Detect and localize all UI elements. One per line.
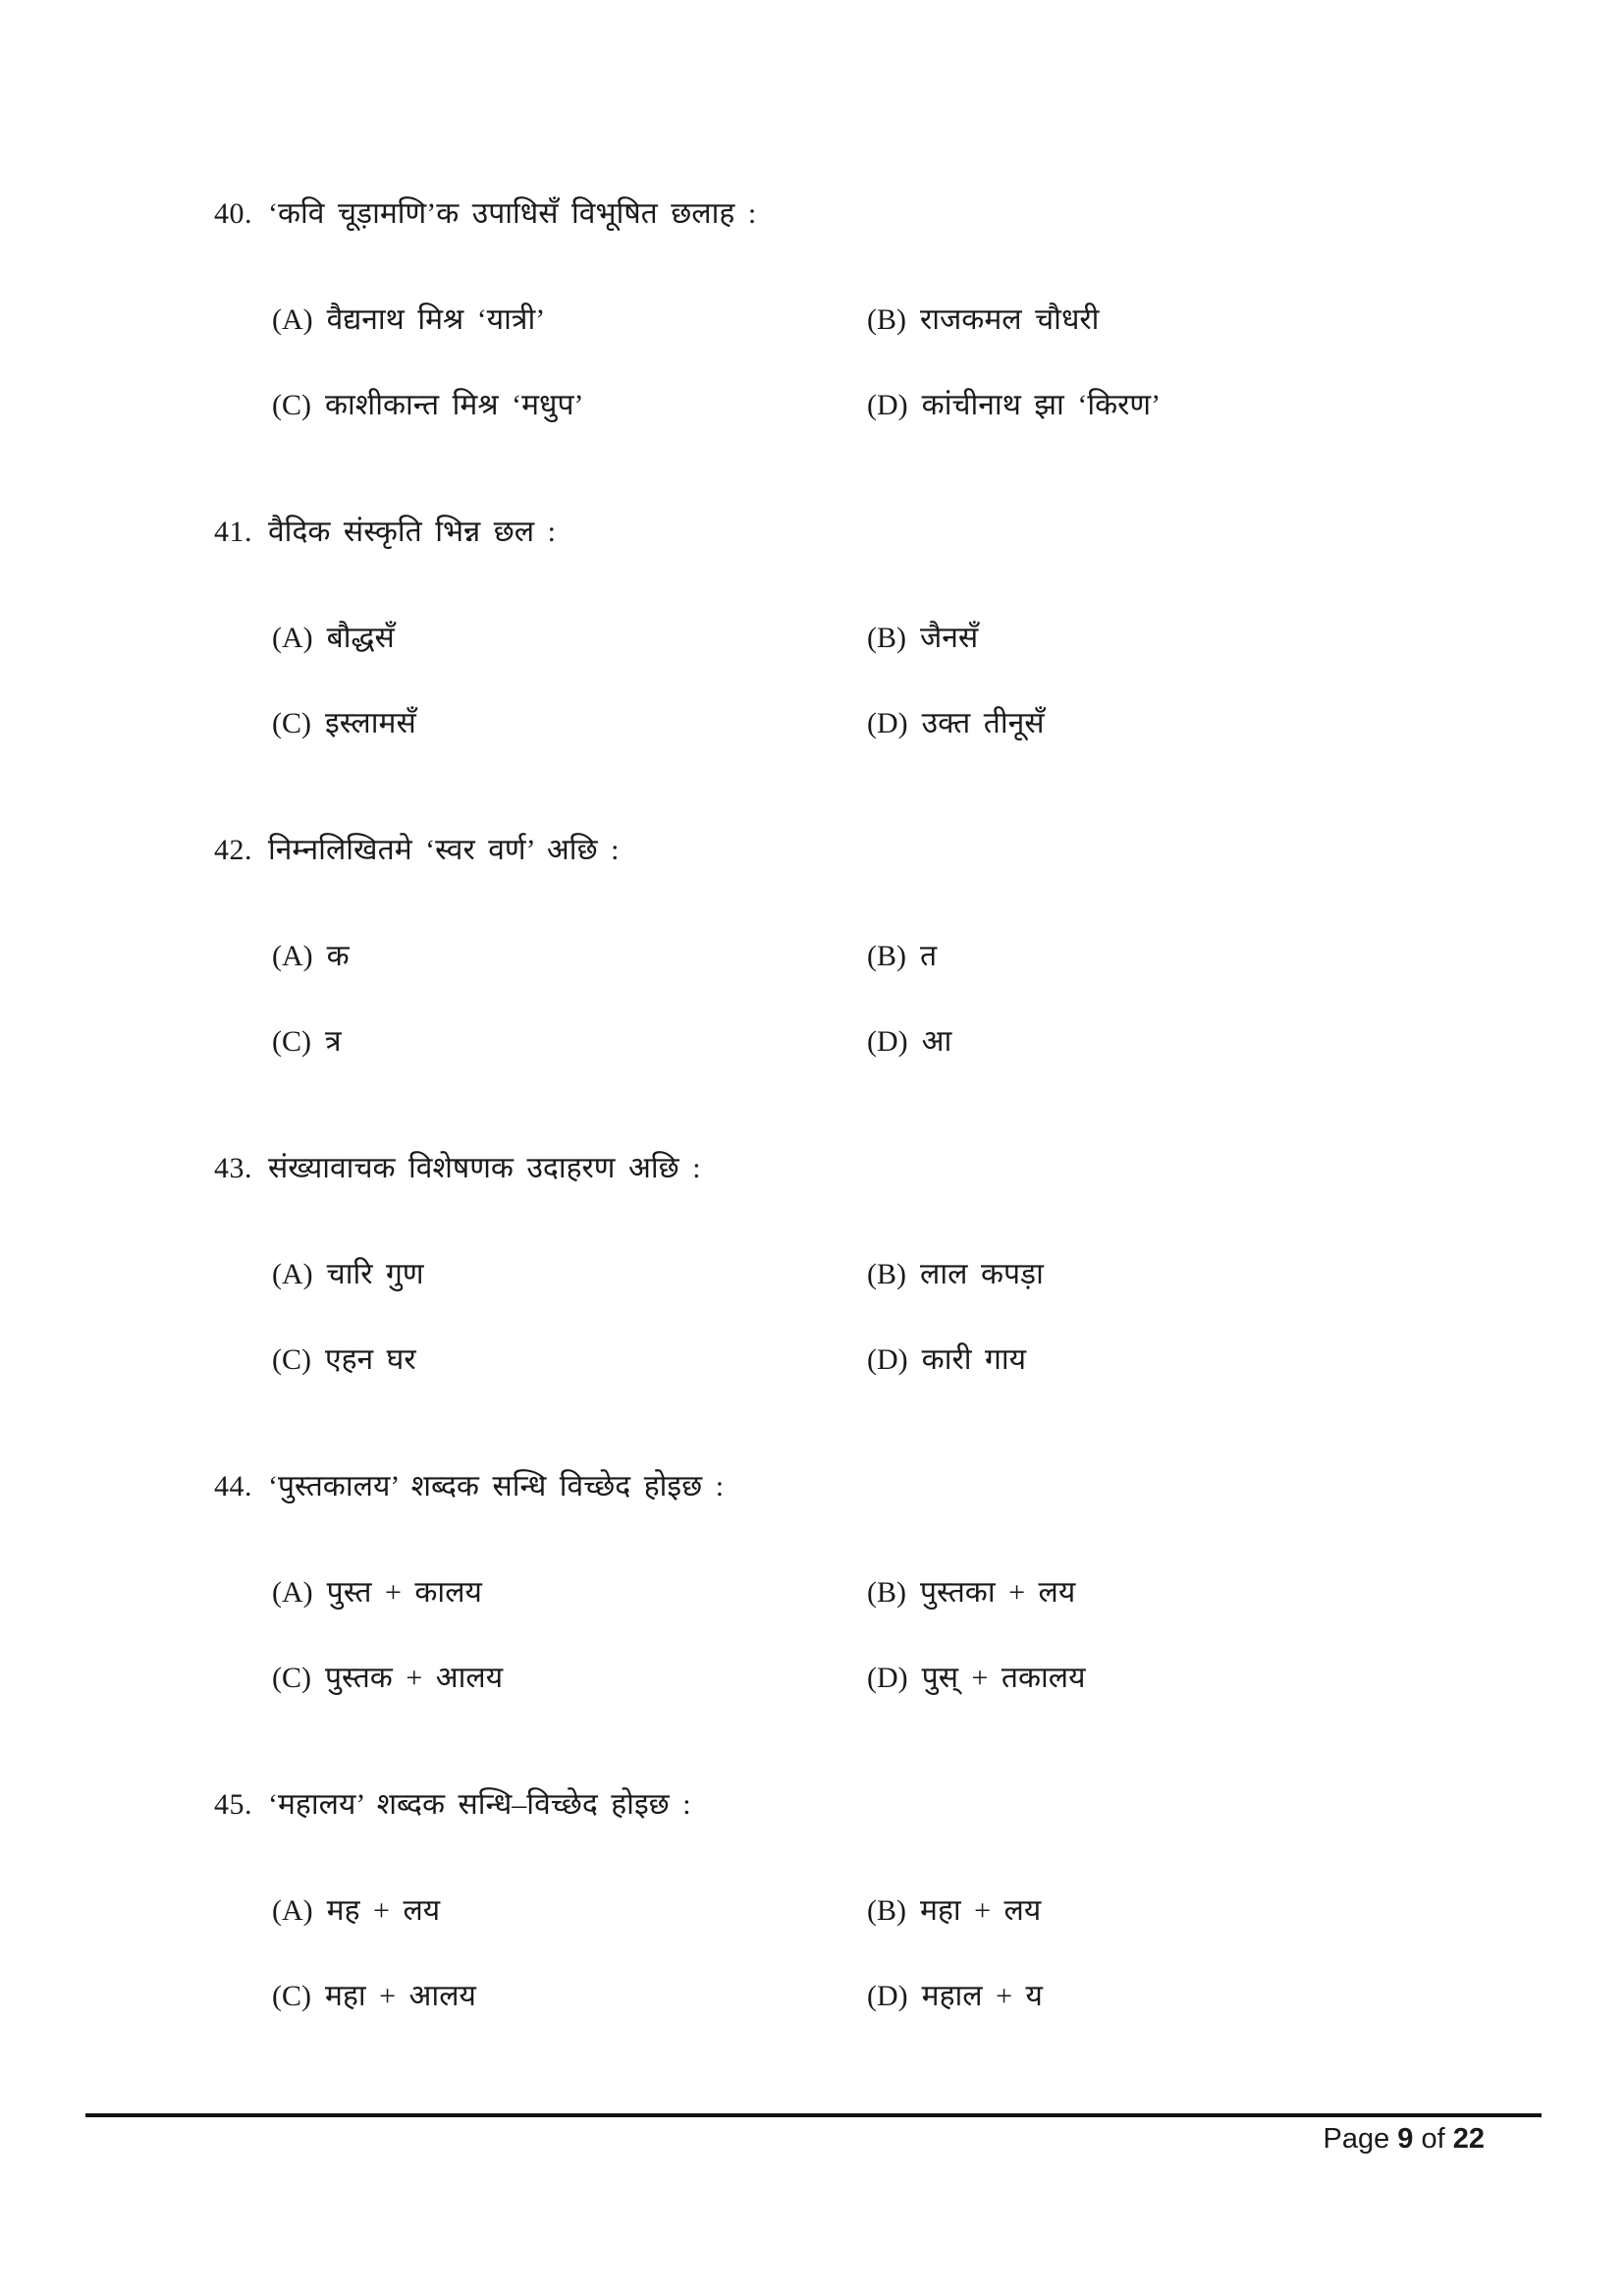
- option-text: लाल कपड़ा: [920, 1258, 1044, 1290]
- question-heading: [214, 1146, 1565, 1191]
- option-b: [867, 1570, 1565, 1614]
- question-options: [272, 1888, 1565, 2018]
- option-label: (A): [272, 303, 313, 336]
- option-b: [867, 1252, 1565, 1296]
- question-block: [214, 1146, 1565, 1382]
- question-heading: [214, 1782, 1565, 1828]
- option-label: (C): [272, 707, 311, 739]
- question-block: [214, 828, 1565, 1064]
- question-heading: [214, 510, 1565, 555]
- question-block: [214, 1782, 1565, 2018]
- option-a: [272, 1570, 867, 1614]
- question-block: [214, 510, 1565, 745]
- option-a: [272, 934, 867, 978]
- question-heading: [214, 191, 1565, 237]
- option-label: (B): [867, 622, 906, 654]
- option-text: काशीकान्त मिश्र ‘मधुप’: [325, 389, 584, 421]
- option-b: [867, 934, 1565, 978]
- option-text: जैनसँ: [920, 622, 979, 654]
- option-label: (D): [867, 1662, 908, 1694]
- option-label: (A): [272, 940, 313, 972]
- option-label: (A): [272, 1894, 313, 1927]
- option-label: (D): [867, 707, 908, 739]
- option-text: राजकमल चौधरी: [920, 303, 1100, 336]
- question-options: [272, 1252, 1565, 1382]
- option-label: (A): [272, 1258, 313, 1290]
- option-a: [272, 1888, 867, 1933]
- question-text: निम्नलिखितमे ‘स्वर वर्ण’ अछि :: [268, 834, 620, 866]
- question-block: [214, 191, 1565, 427]
- question-options: [272, 1570, 1565, 1700]
- option-b: [867, 1888, 1565, 1933]
- option-label: (B): [867, 303, 906, 336]
- option-text: वैद्यनाथ मिश्र ‘यात्री’: [326, 303, 546, 336]
- question-number: 42.: [214, 834, 252, 866]
- option-text: पुस्तका + लय: [920, 1576, 1076, 1609]
- option-d: [867, 1974, 1565, 2018]
- page-number: [85, 2123, 1542, 2156]
- question-block: [214, 1464, 1565, 1700]
- option-text: उक्त तीनूसँ: [921, 707, 1045, 739]
- option-text: चारि गुण: [326, 1258, 424, 1290]
- footer-divider: [85, 2113, 1542, 2117]
- option-d: [867, 701, 1565, 745]
- page-number-prefix: Page: [1323, 2123, 1390, 2155]
- option-text: मह + लय: [326, 1894, 441, 1927]
- option-c: [272, 1019, 867, 1064]
- option-label: (C): [272, 1980, 311, 2012]
- option-text: त: [920, 940, 938, 972]
- question-text: संख्यावाचक विशेषणक उदाहरण अछि :: [268, 1152, 701, 1184]
- option-d: [867, 1019, 1565, 1064]
- option-label: (B): [867, 1258, 906, 1290]
- option-text: पुस्त + कालय: [326, 1576, 482, 1609]
- page-number-of: of: [1421, 2123, 1445, 2155]
- option-text: त्र: [325, 1025, 342, 1058]
- option-label: (A): [272, 1576, 313, 1609]
- question-text: ‘पुस्तकालय’ शब्दक सन्धि विच्छेद होइछ :: [268, 1470, 725, 1503]
- option-text: पुस्तक + आलय: [325, 1662, 504, 1694]
- option-label: (D): [867, 1980, 908, 2012]
- option-text: पुस् + तकालय: [921, 1662, 1086, 1694]
- option-text: कारी गाय: [921, 1343, 1027, 1376]
- option-a: [272, 616, 867, 660]
- option-text: आ: [921, 1025, 952, 1058]
- page-footer: [85, 2113, 1542, 2156]
- option-label: (C): [272, 389, 311, 421]
- option-text: क: [326, 940, 350, 972]
- question-number: 41.: [214, 516, 252, 548]
- option-text: महा + लय: [920, 1894, 1042, 1927]
- question-number: 44.: [214, 1470, 252, 1503]
- option-c: [272, 1338, 867, 1382]
- question-text: ‘महालय’ शब्दक सन्धि–विच्छेद होइछ :: [268, 1788, 691, 1821]
- option-label: (C): [272, 1662, 311, 1694]
- option-d: [867, 383, 1565, 427]
- option-label: (C): [272, 1025, 311, 1058]
- option-text: महाल + य: [921, 1980, 1043, 2012]
- question-options: [272, 298, 1565, 427]
- question-options: [272, 934, 1565, 1064]
- option-text: बौद्धसँ: [326, 622, 395, 654]
- option-b: [867, 616, 1565, 660]
- option-label: (D): [867, 1343, 908, 1376]
- question-text: वैदिक संस्कृति भिन्न छल :: [268, 516, 556, 548]
- option-label: (D): [867, 1025, 908, 1058]
- option-text: इस्लामसँ: [325, 707, 416, 739]
- option-label: (D): [867, 389, 908, 421]
- page-number-current: 9: [1397, 2123, 1414, 2155]
- question-options: [272, 616, 1565, 745]
- question-number: 43.: [214, 1152, 252, 1184]
- option-b: [867, 298, 1565, 342]
- option-label: (B): [867, 940, 906, 972]
- option-a: [272, 1252, 867, 1296]
- option-c: [272, 383, 867, 427]
- option-d: [867, 1656, 1565, 1700]
- question-text: ‘कवि चूड़ामणि’क उपाधिसँ विभूषित छलाह :: [268, 197, 757, 230]
- question-list: [0, 191, 1624, 2101]
- question-number: 40.: [214, 197, 252, 230]
- option-a: [272, 298, 867, 342]
- question-heading: [214, 828, 1565, 873]
- option-c: [272, 1656, 867, 1700]
- page-number-total: 22: [1452, 2123, 1485, 2155]
- option-c: [272, 701, 867, 745]
- option-text: कांचीनाथ झा ‘किरण’: [921, 389, 1162, 421]
- option-d: [867, 1338, 1565, 1382]
- option-label: (C): [272, 1343, 311, 1376]
- question-number: 45.: [214, 1788, 252, 1821]
- option-text: एहन घर: [325, 1343, 416, 1376]
- option-c: [272, 1974, 867, 2018]
- option-label: (A): [272, 622, 313, 654]
- question-heading: [214, 1464, 1565, 1509]
- option-label: (B): [867, 1894, 906, 1927]
- option-label: (B): [867, 1576, 906, 1609]
- option-text: महा + आलय: [325, 1980, 476, 2012]
